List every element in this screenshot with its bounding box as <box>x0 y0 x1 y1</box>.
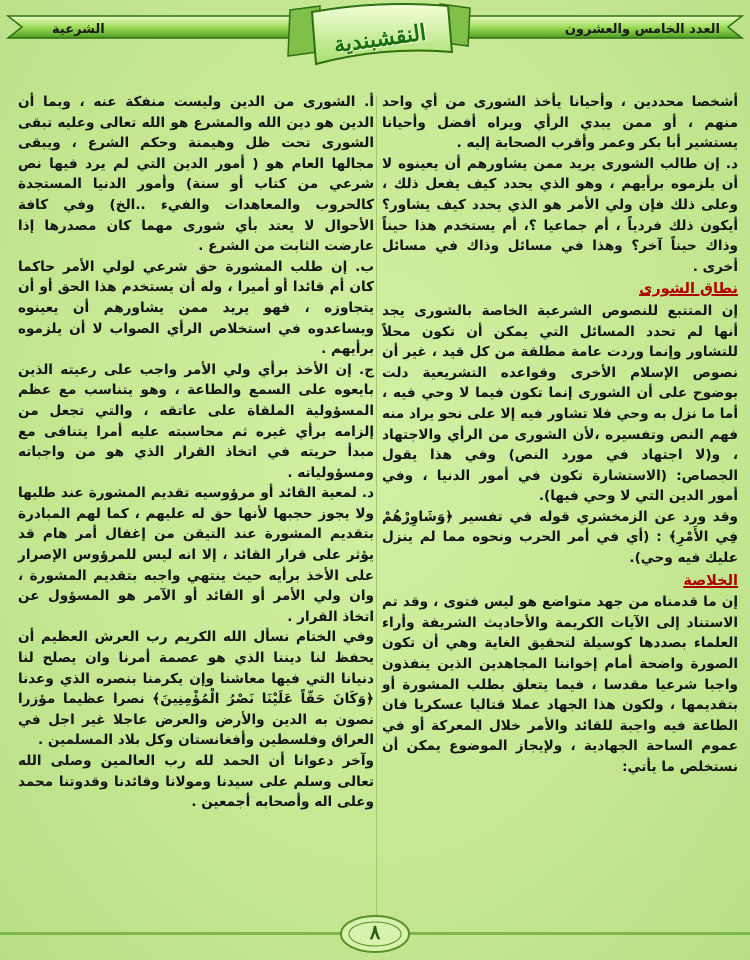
paragraph: إن ما قدمناه من جهد متواضع هو ليس فتوى ، وقد تم الاستناد إلى الآيات الكريمة والأحاديث الشريفة وأراء العلماء بصددها كوسيلة لتحقيق الغاية وهي أن تكون الصورة واضحة أمام إخواننا المجاهدين الذين ينفذون واجبا شرعيا مقدسا ، فيما يتعلق بطلب المشورة أو بتقديمها ، ولكون هذا الجهاد عملا قتاليا عسكريا فان الطاعة فيه واجبة للقائد والأمر خلال المعركة أو في عموم الساحة الجهادية ، ولإيجاز الموضوع يمكن أن نستخلص ما يأتي: <box>382 594 738 775</box>
page-number-badge <box>338 910 412 956</box>
issue-number: العدد الخامس والعشرون <box>564 22 720 37</box>
paragraph: د. إن طالب الشورى يريد ممن يشاورهم أن يعينوه لا أن يلزموه برأيهم ، وهو الذي يحدد كيف يفعل ذلك ، وعلى ذلك فإن ولي الأمر هو الذي يحدد كيف يشاور؟ أيكون ذلك فردياً ، أم جماعيا ؟، أم يستخدم هذا حيناً وذاك حيناً آخر؟ وهذا في مسائل وذاك في مسائل أخرى . <box>382 155 738 275</box>
paragraph: أ. الشورى من الدين وليست منفكة عنه ، وبما أن الدين هو دين الله والمشرع هو الله تعالى وعليه تبقى الشورى تحت ظل وهيمنة وحكم الشرع ، ويبقى مجالها العام هو ( أمور الدين التي لم يرد فيها نص شرعي من كتاب أو سنة) وأمور الدنيا المستجدة كالحروب والمعاهدات والفيء ..الخ) وفي كافة الأحوال لا يعتد بأي شورى مهما كان مصدرها إذا عارضت الثابت من الشرع . <box>18 94 374 255</box>
right-column <box>382 92 738 778</box>
section-name: الشرعية <box>52 22 105 37</box>
section-heading: نطاق الشورى <box>639 281 738 298</box>
page-number: ٨ <box>369 920 381 944</box>
left-column <box>18 92 374 813</box>
paragraph: وقد ورد عن الزمخشري قوله في تفسير ﴿وَشَاوِرْهُمْ فِي الأَمْرِ﴾ : (أي في أمر الحرب ونحوه مما لم ينزل عليك فيه وحي). <box>382 508 738 567</box>
paragraph: أشخصا محددين ، وأحيانا يأخذ الشورى من أي واحد منهم ، أو ممن يبدي الرأي ويراه أفضل وأحيانا يستشير أبا بكر وعمر وأقرب الصحابة إليه . <box>382 94 738 152</box>
section-heading: الخلاصة <box>683 572 738 589</box>
paragraph: ب. إن طلب المشورة حق شرعي لولي الأمر حاكما كان أم قائدا أو أميرا ، وله أن يستخدم هذا الحق أو أن يتجاوزه ، فهو يريد ممن يشاورهم أن يعينوه ويساعدوه في استخلاص الرأي الصواب لا أن يلزموه برأيهم . <box>18 258 374 358</box>
header-banner <box>0 0 750 82</box>
paragraph: وفي الختام نسأل الله الكريم رب العرش العظيم أن يحفظ لنا ديننا الذي هو عصمة أمرنا وان يصلح لنا دنيانا التي فيها معاشنا وإن يكرمنا بنصره الذي وعدنا ﴿وَكَانَ حَقّاً عَلَيْنَا نَصْرُ الْمُؤْمِنِينَ﴾ نصرا عظيما مؤزرا نصون به الدين والأرض والعرض عاجلا غير اجل في العراق وفلسطين وأفغانستان وكل بلاد المسلمين . <box>18 629 374 749</box>
magazine-title: النقشبندية <box>332 19 428 59</box>
column-divider <box>376 96 377 916</box>
paragraph: د. لمعية القائد أو مرؤوسيه تقديم المشورة عند طلبها ولا يجوز حجبها لأنها حق له عليهم ، كما لهم المبادرة بتقديم المشورة عند التيقن من إغفال أمر هام قد يؤثر على قرار القائد ، إلا انه ليس للمرؤوس الإصرار على الأخذ برأيه حيث ينتهي واجبه بتقديم المشورة ، وان ولي الأمر أو القائد أو الآمر هو المسؤول عن اتخاذ القرار . <box>18 485 374 625</box>
paragraph: ج. إن الأخذ برأي ولي الأمر واجب على رعيته الذين بايعوه على السمع والطاعة ، وهو يتناسب مع عظم المسؤولية الملقاة على عاتقه ، والتي تجعل من إلزامه برأي غيره ثم محاسبته عليه أمرا يتنافى مع مبدأ حريته في اتخاذ القرار الذي هو من واجباته ومسؤولياته . <box>18 361 374 481</box>
paragraph: وآخر دعوانا أن الحمد لله رب العالمين وصلى الله تعالى وسلم على سيدنا ومولانا وقائدنا وقدوتنا محمد وعلى اله وأصحابه أجمعين . <box>18 753 374 811</box>
paragraph: إن المتتبع للنصوص الشرعية الخاصة بالشورى يجد أنها لم تحدد المسائل التي يمكن أن تكون محلاً للتشاور وإنما وردت عامة مطلقة من كل قيد ، غير أن نصوص الإسلام الأخرى وقواعده التشريعية دلت بوضوح على أن الشورى إنما تكون فيما لا وحي فيه ، أما ما نزل به وحي فلا تشاور فيه إلا على نحو يراد منه فهم النص وتفسيره ،لأن الشورى من الرأي والاجتهاد ، و(لا اجتهاد في مورد النص) وفي هذا يقول الجصاص: (الاستشارة تكون في أمور الدنيا ، وفي أمور الدين التي لا وحي فيها). <box>382 302 738 505</box>
